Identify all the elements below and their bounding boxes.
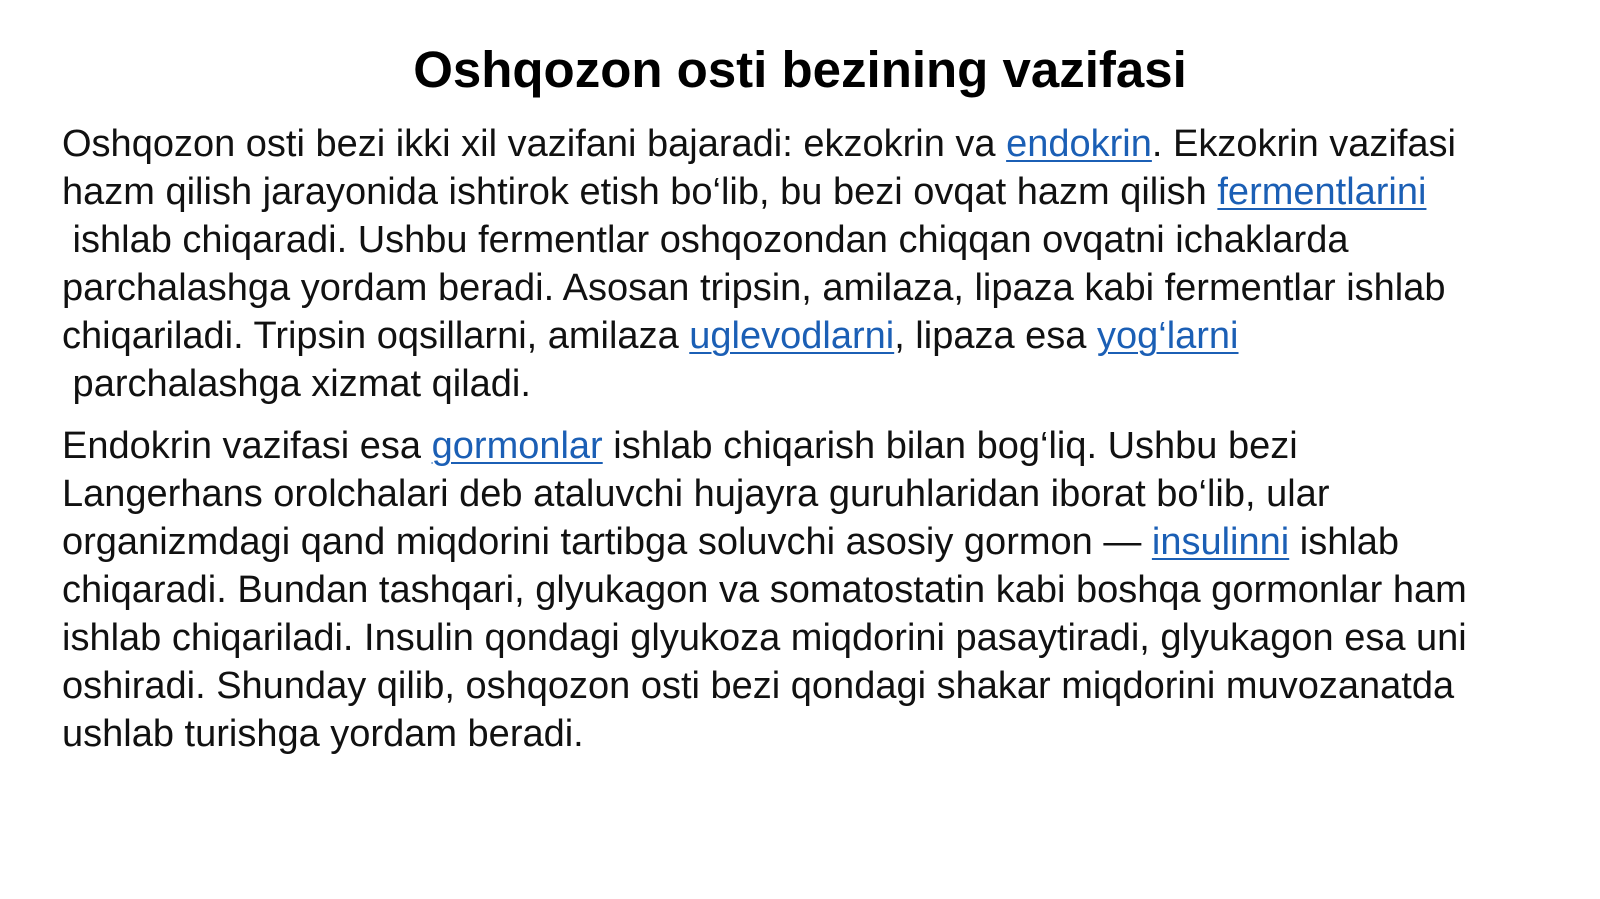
text-line — [62, 518, 1562, 566]
text-segment: ushlab turishga yordam beradi. — [62, 713, 584, 755]
text-line — [62, 120, 1562, 168]
body-paragraph — [62, 120, 1562, 408]
body-paragraph — [62, 422, 1562, 758]
text-line — [62, 470, 1562, 518]
text-line — [62, 168, 1562, 216]
link-uglevodlarni[interactable]: uglevodlarni — [689, 315, 895, 357]
link-insulinni[interactable]: insulinni — [1151, 521, 1290, 563]
text-segment: ishlab chiqaradi. Ushbu fermentlar oshqozondan chiqqan ovqatni ichaklarda — [62, 219, 1349, 261]
text-segment: ishlab chiqariladi. Insulin qondagi glyukoza miqdorini pasaytiradi, glyukagon esa uni — [62, 617, 1467, 659]
text-segment: ishlab chiqarish bilan bog‘liq. Ushbu bezi — [602, 425, 1298, 467]
link-gormonlar[interactable]: gormonlar — [431, 425, 603, 467]
slide-title: Oshqozon osti bezining vazifasi — [413, 41, 1187, 98]
text-segment: organizmdagi qand miqdorini tartibga soluvchi asosiy gormon — — [62, 521, 1152, 563]
link-fermentlarini[interactable]: fermentlarini — [1217, 171, 1427, 213]
text-segment: ishlab — [1289, 521, 1400, 563]
text-segment: Oshqozon osti bezi ikki xil vazifani bajaradi: ekzokrin va — [62, 123, 1007, 165]
text-line — [62, 662, 1562, 710]
text-line — [62, 566, 1562, 614]
text-segment: hazm qilish jarayonida ishtirok etish bo‘lib, bu bezi ovqat hazm qilish — [62, 171, 1218, 213]
text-line — [62, 614, 1562, 662]
link-endokrin[interactable]: endokrin — [1006, 123, 1152, 165]
text-line — [62, 360, 1562, 408]
slide-body — [62, 120, 1562, 758]
text-line — [62, 216, 1562, 264]
text-segment: chiqaradi. Bundan tashqari, glyukagon va somatostatin kabi boshqa gormonlar ham — [62, 569, 1467, 611]
text-segment: parchalashga xizmat qiladi. — [62, 363, 531, 405]
text-line — [62, 422, 1562, 470]
text-segment: , lipaza esa — [894, 315, 1097, 357]
text-line — [62, 312, 1562, 360]
text-segment: oshiradi. Shunday qilib, oshqozon osti bezi qondagi shakar miqdorini muvozanatda — [62, 665, 1455, 707]
text-line — [62, 710, 1562, 758]
text-segment: . Ekzokrin vazifasi — [1151, 123, 1456, 165]
text-line — [62, 264, 1562, 312]
link-yog-larni[interactable]: yog‘larni — [1096, 315, 1239, 357]
text-segment: Endokrin vazifasi esa — [62, 425, 432, 467]
text-segment: parchalashga yordam beradi. Asosan tripsin, amilaza, lipaza kabi fermentlar ishlab — [62, 267, 1446, 309]
text-segment: Langerhans orolchalari deb ataluvchi hujayra guruhlaridan iborat bo‘lib, ular — [62, 473, 1330, 515]
text-segment: chiqariladi. Tripsin oqsillarni, amilaza — [62, 315, 690, 357]
